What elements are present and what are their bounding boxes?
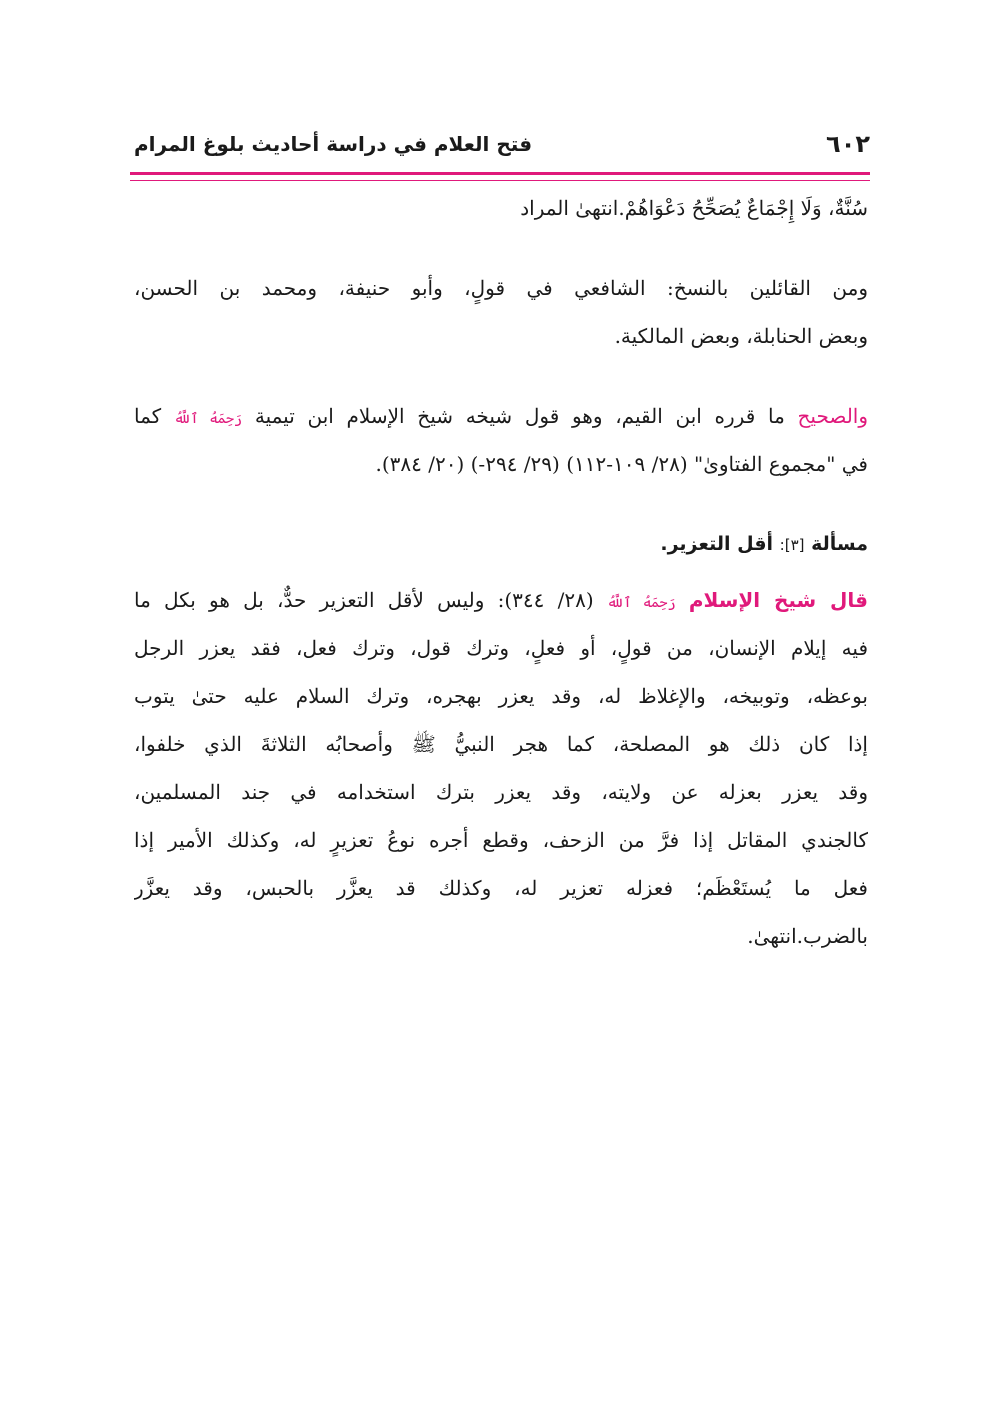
paragraph-4-line-1 (134, 576, 868, 624)
paragraph-4-line-5 (134, 768, 868, 816)
page-number: ٦٠٢ (826, 130, 870, 158)
paragraph-3-text-1-end: كما (134, 404, 162, 428)
running-title: فتح العلام في دراسة أحاديث بلوغ المرام (134, 132, 533, 156)
paragraph-4-text-8: بالضرب.انتهىٰ. (747, 924, 868, 948)
paragraph-4-line-3 (134, 672, 868, 720)
paragraph-2-line-2 (134, 312, 868, 360)
quote-ending-text: سُنَّةٌ، وَلَا إِجْمَاعٌ يُصَحِّحُ دَعْوَاهُمْ.انتهىٰ المراد (520, 196, 868, 220)
section-heading (134, 520, 868, 568)
paragraph-4-line-6 (134, 816, 868, 864)
paragraph-2-text-1: ومن القائلين بالنسخ: الشافعي في قولٍ، وأبو حنيفة، ومحمد بن الحسن، (134, 276, 868, 300)
heading-gap (134, 568, 868, 576)
heading-label: مسألة (811, 533, 868, 555)
paragraph-4-text-6: كالجندي المقاتل إذا فرَّ من الزحف، وقطع أجره نوعُ تعزيرٍ له، وكذلك الأمير إذا (134, 828, 868, 852)
paragraph-2-text-2: وبعض الحنابلة، وبعض المالكية. (614, 324, 868, 348)
paragraph-4-line-7 (134, 864, 868, 912)
paragraph-4-line-8 (134, 912, 868, 960)
paragraph-4-text-3: بوعظه، وتوبيخه، والإغلاظ له، وقد يعزر بهجره، وترك السلام عليه حتىٰ يتوب (134, 684, 868, 708)
honorific-glyph: رَحِمَهُ ٱللَّهُ (173, 411, 243, 427)
heading-number: [٣]: (779, 536, 805, 554)
paragraph-gap (134, 360, 868, 392)
paragraph-4-text-4: إذا كان ذلك هو المصلحة، كما هجر النبيُّ ﷺ وأصحابُه الثلاثةَ الذي خلفوا، (134, 732, 868, 756)
paragraph-4-line-4 (134, 720, 868, 768)
paragraph-3-text-2: في "مجموع الفتاوىٰ" (٢٨/ ١٠٩-١١٢) (٢٩/ ٢٩٤-) (٢٠/ ٣٨٤). (375, 452, 868, 476)
paragraph-3-line-1 (134, 392, 868, 440)
header-rule-thick (130, 172, 870, 175)
page-body (134, 184, 868, 960)
paragraph-3-lead: والصحيح (797, 404, 868, 428)
paragraph-2-line-1 (134, 264, 868, 312)
header-rule-thin (130, 180, 870, 181)
honorific-glyph: رَحِمَهُ ٱللَّهُ (606, 595, 676, 611)
paragraph-4-text-7: فعل ما يُستَعْظَم؛ فعزله تعزير له، وكذلك قد يعزَّر بالحبس، وقد يعزَّر (134, 876, 868, 900)
paragraph-4-text-5: وقد يعزر بعزله عن ولايته، وقد يعزر بترك استخدامه في جند المسلمين، (134, 780, 868, 804)
page-header (130, 128, 870, 168)
paragraph-4-line-2 (134, 624, 868, 672)
paragraph-gap (134, 488, 868, 520)
paragraph-3-line-2 (134, 440, 868, 488)
paragraph-4-text-2: فيه إيلام الإنسان، من قولٍ، أو فعلٍ، وترك قول، وترك فعل، فقد يعزر الرجل (134, 636, 868, 660)
heading-title: أقل التعزير. (660, 533, 774, 555)
paragraph-4-text-1: (٢٨/ ٣٤٤): وليس لأقل التعزير حدٌّ، بل هو بكل ما (134, 588, 594, 612)
paragraph-gap (134, 232, 868, 264)
paragraph-4-lead: قال شيخ الإسلام (688, 588, 868, 612)
paragraph-3-text-1: ما قرره ابن القيم، وهو قول شيخه شيخ الإسلام ابن تيمية (254, 404, 785, 428)
paragraph-1-line-1 (134, 184, 868, 232)
